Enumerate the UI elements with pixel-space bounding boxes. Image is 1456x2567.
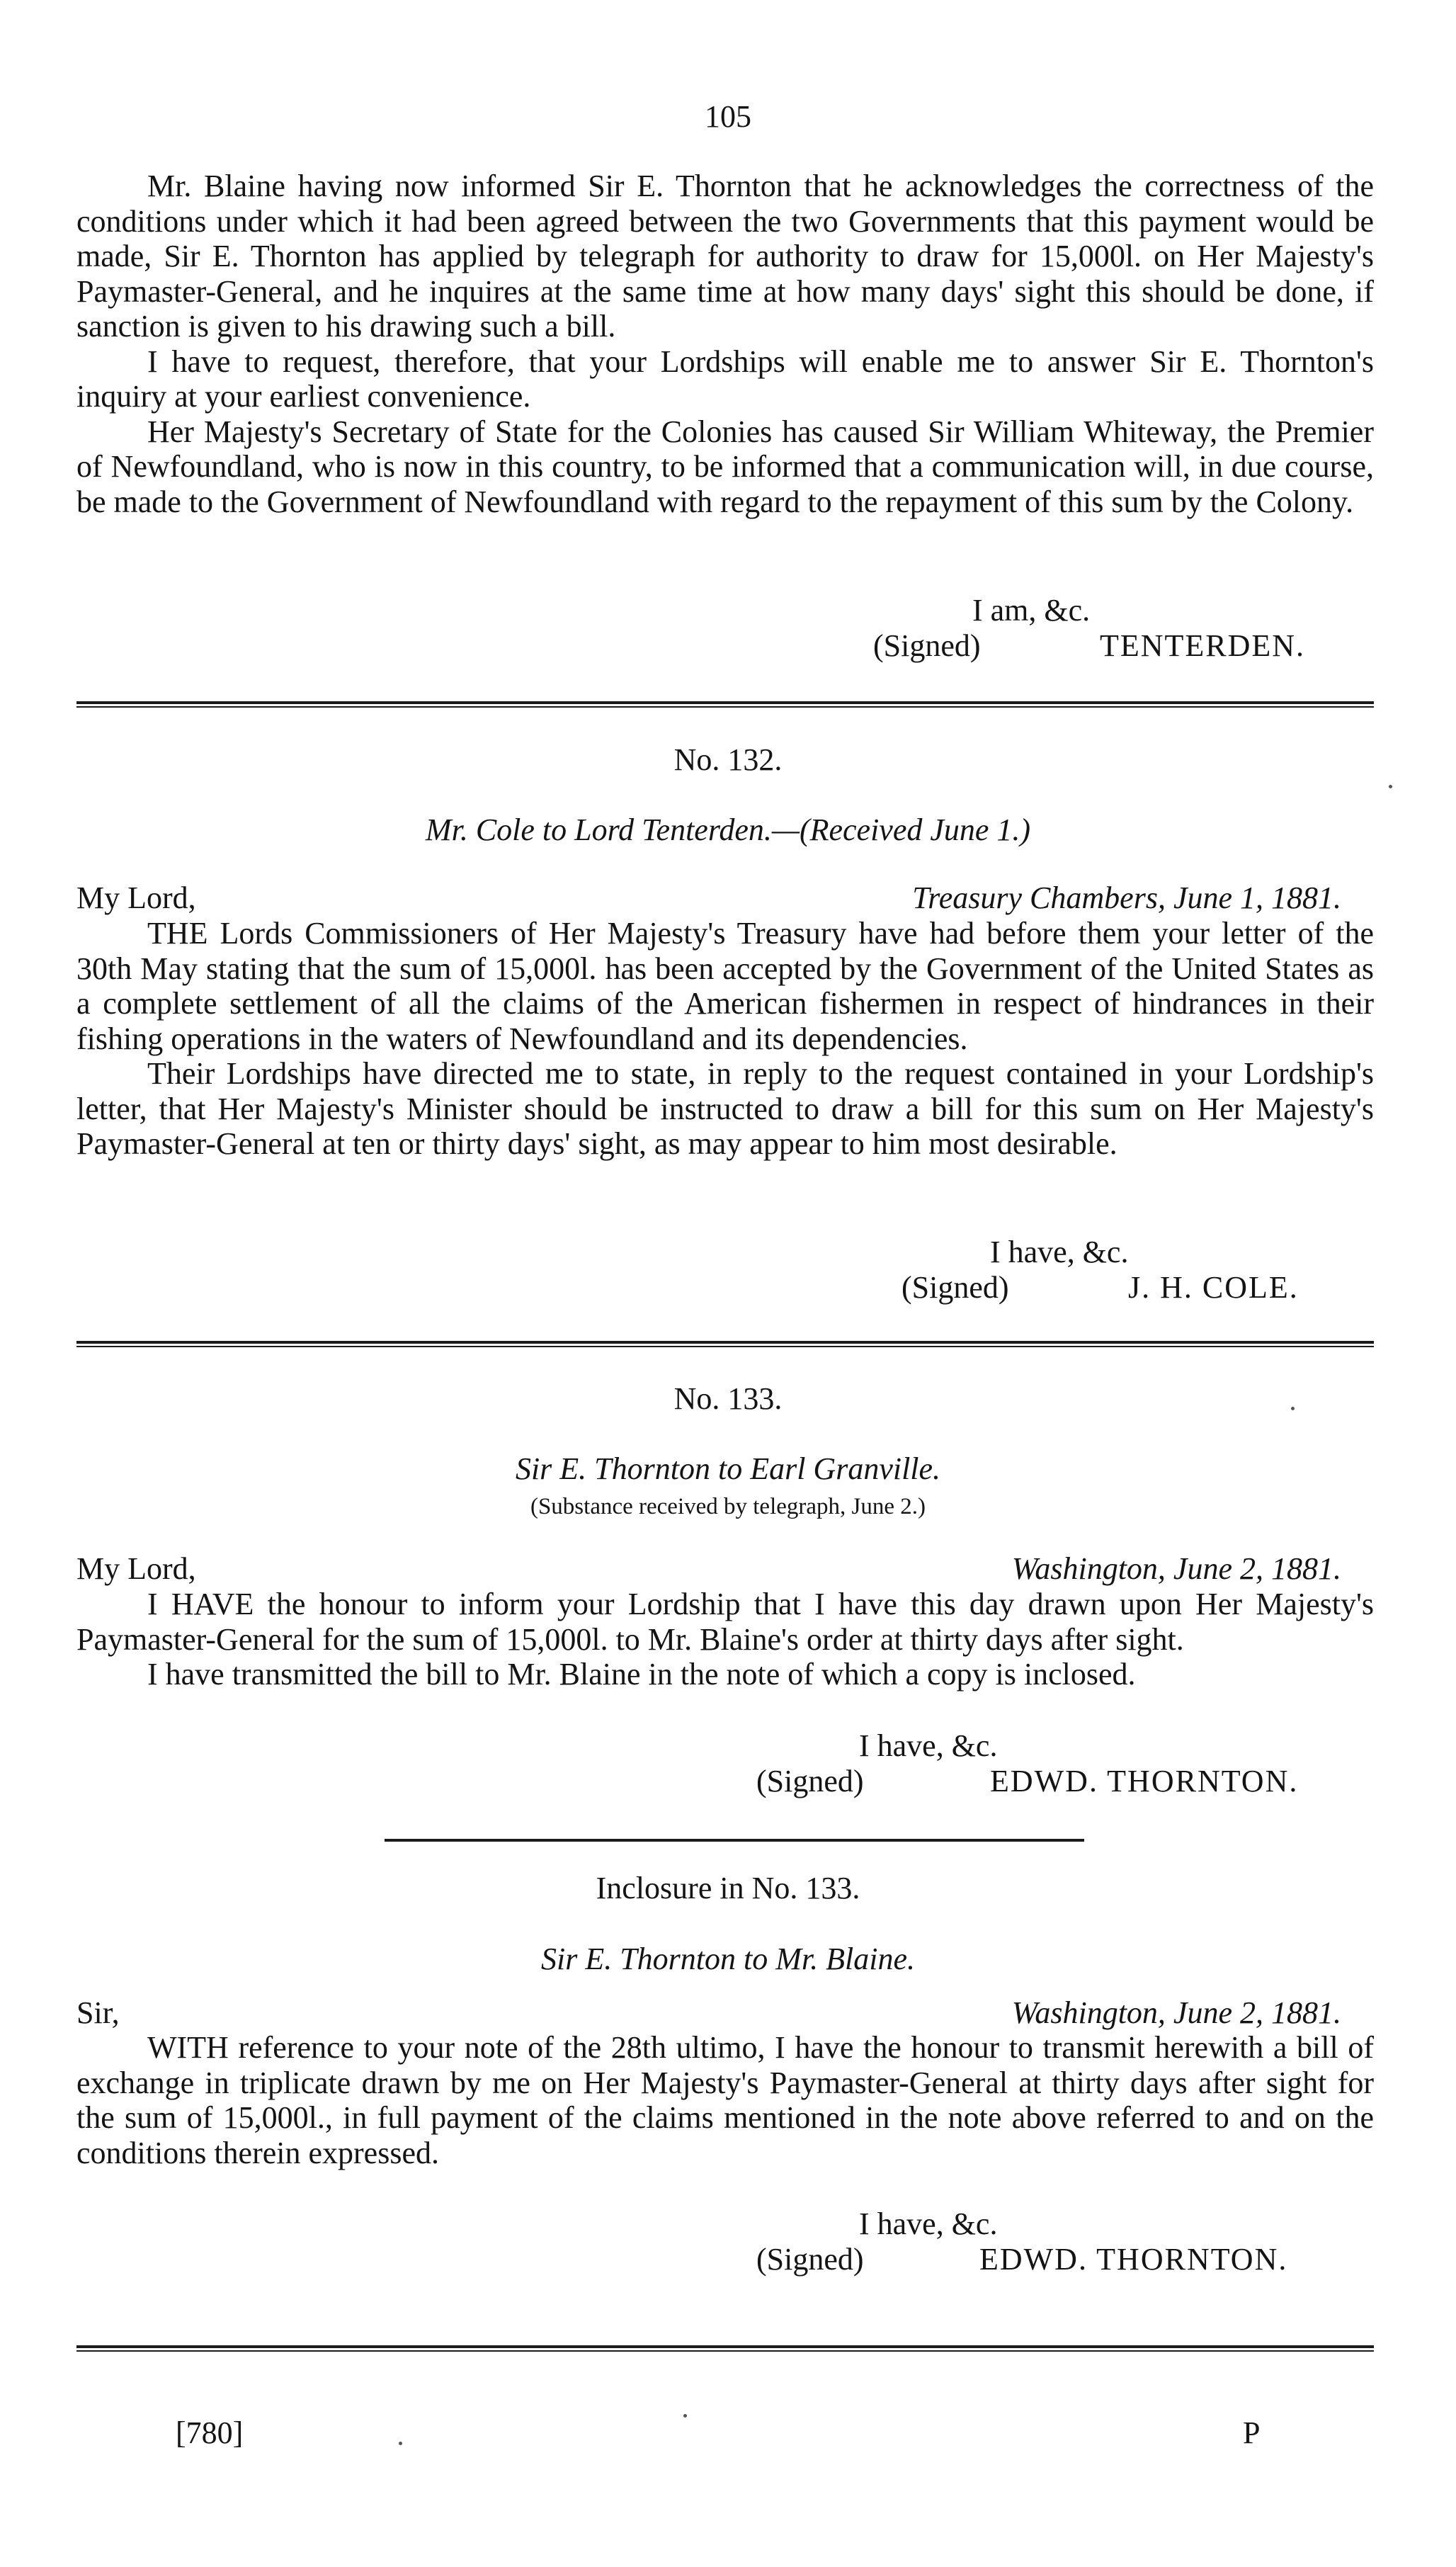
paragraph: I have to request, therefore, that your Lordships will enable me to answer Sir E. Thornton's inquiry at your earliest convenience.: [76, 344, 1374, 414]
paragraph: THE Lords Commissioners of Her Majesty's Treasury have had before them your letter of the 30th May stating that the sum of 15,000l. has been accepted by the Government of the United States as a complete settlement of all the claims of the American fishermen in respect of hindrances in their fishing operations in the waters of Newfoundland and its dependencies.: [76, 916, 1374, 1056]
section-divider-short: [385, 1839, 1084, 1842]
place-date: Treasury Chambers, June 1, 1881.: [912, 880, 1341, 915]
paragraph: Mr. Blaine having now informed Sir E. Thornton that he acknowledges the correctness of the conditions under which it had been agreed between the two Governments that this payment would be made, Sir E. Thornton has applied by telegraph for authority to draw for 15,000l. on Her Majesty's Paymaster-General, and he inquires at the same time at how many days' sight this should be done, if sanction is given to his drawing such a bill.: [76, 169, 1374, 344]
signer-name: EDWD. THORNTON.: [990, 1764, 1299, 1798]
section-1-body: [76, 169, 1374, 519]
print-code: [780]: [176, 2415, 244, 2450]
document-number: No. 132.: [673, 742, 783, 777]
paragraph: I have transmitted the bill to Mr. Blaine in the note of which a copy is inclosed.: [147, 1657, 1136, 1692]
document-number: No. 133.: [673, 1381, 783, 1416]
closing: I am, &c.: [972, 593, 1091, 628]
letter-subheading: (Substance received by telegraph, June 2.): [530, 1494, 926, 1519]
paragraph: Their Lordships have directed me to state, in reply to the request contained in your Lordship's letter, that Her Majesty's Minister should be instructed to draw a bill for this sum on Her Majesty's Paymaster-General at ten or thirty days' sight, as may appear to him most desirable.: [76, 1056, 1374, 1161]
scan-speck: [399, 2442, 402, 2445]
section-3-body: [76, 1587, 1374, 1692]
scan-speck: [1291, 1407, 1295, 1410]
place-date: Washington, June 2, 1881.: [1011, 1551, 1341, 1586]
section-2-body: [76, 916, 1374, 1162]
signer-name: TENTERDEN.: [1100, 628, 1306, 663]
section-divider: [76, 701, 1374, 708]
place-date: Washington, June 2, 1881.: [1011, 1995, 1341, 2030]
scan-speck: [683, 2414, 687, 2418]
signed-label: (Signed): [756, 2242, 864, 2277]
scan-speck: [1389, 785, 1392, 788]
letter-heading: Mr. Cole to Lord Tenterden.—(Received June 1.): [425, 812, 1031, 847]
closing: I have, &c.: [859, 1728, 998, 1763]
section-divider: [76, 1341, 1374, 1347]
signer-name: J. H. COLE.: [1128, 1270, 1299, 1305]
letter-heading: Sir E. Thornton to Earl Granville.: [515, 1451, 941, 1486]
signed-label: (Signed): [873, 628, 981, 663]
salutation: My Lord,: [76, 880, 196, 915]
letter-heading: Sir E. Thornton to Mr. Blaine.: [540, 1942, 916, 1976]
signature-mark: P: [1243, 2415, 1261, 2450]
signer-name: EDWD. THORNTON.: [979, 2242, 1288, 2277]
section-4-body: [76, 2030, 1374, 2170]
signed-label: (Signed): [902, 1270, 1009, 1305]
paragraph: WITH reference to your note of the 28th ultimo, I have the honour to transmit herewith a bill of exchange in triplicate drawn by me on Her Majesty's Paymaster-General at thirty days after sight for the sum of 15,000l., in full payment of the claims mentioned in the note above referred to and on the conditions therein expressed.: [76, 2030, 1374, 2170]
signed-label: (Signed): [756, 1764, 864, 1798]
page-number: 105: [705, 99, 751, 134]
salutation: My Lord,: [76, 1551, 196, 1586]
inclosure-number: Inclosure in No. 133.: [596, 1871, 860, 1905]
closing: I have, &c.: [859, 2206, 998, 2241]
footer-divider: [76, 2345, 1374, 2352]
closing: I have, &c.: [990, 1235, 1129, 1269]
paragraph: Her Majesty's Secretary of State for the Colonies has caused Sir William Whiteway, the Premier of Newfoundland, who is now in this country, to be informed that a communication will, in due course, be made to the Government of Newfoundland with regard to the repayment of this sum by the Colony.: [76, 414, 1374, 519]
paragraph: I HAVE the honour to inform your Lordship that I have this day drawn upon Her Majesty's Paymaster-General for the sum of 15,000l. to Mr. Blaine's order at thirty days after sight.: [76, 1587, 1374, 1657]
salutation: Sir,: [76, 1995, 120, 2030]
